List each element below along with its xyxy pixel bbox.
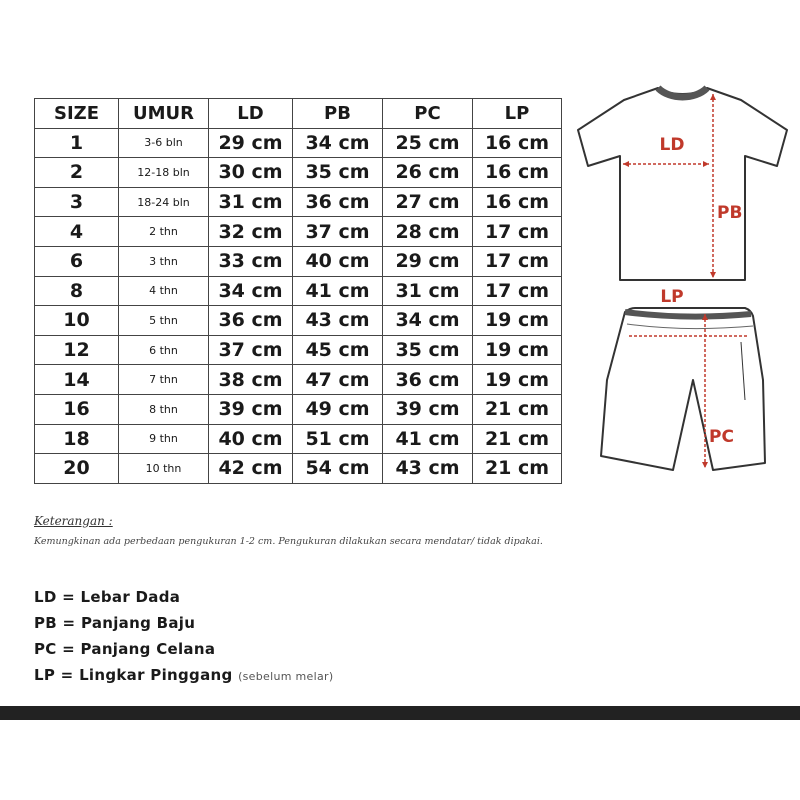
- table-cell: 39 cm: [209, 394, 293, 424]
- table-cell: 25 cm: [383, 128, 473, 158]
- shorts-illustration: [601, 308, 765, 470]
- table-cell: 19 cm: [473, 365, 562, 395]
- table-row: [35, 217, 562, 247]
- table-cell: 9 thn: [119, 424, 209, 454]
- table-cell: 27 cm: [383, 187, 473, 217]
- table-row: [35, 424, 562, 454]
- label-pb: PB: [717, 203, 743, 223]
- table-cell: 14: [35, 365, 119, 395]
- table-row: [35, 454, 562, 484]
- table-cell: 43 cm: [383, 454, 473, 484]
- table-cell: 2: [35, 158, 119, 188]
- table-cell: 34 cm: [383, 306, 473, 336]
- table-cell: 16 cm: [473, 187, 562, 217]
- table-row: [35, 276, 562, 306]
- legend-note: (sebelum melar): [238, 670, 334, 683]
- table-cell: 37 cm: [293, 217, 383, 247]
- table-cell: 41 cm: [383, 424, 473, 454]
- table-cell: 12: [35, 335, 119, 365]
- table-cell: 21 cm: [473, 424, 562, 454]
- table-cell: 6: [35, 246, 119, 276]
- table-cell: 4 thn: [119, 276, 209, 306]
- table-cell: 41 cm: [293, 276, 383, 306]
- table-cell: 17 cm: [473, 217, 562, 247]
- table-cell: 28 cm: [383, 217, 473, 247]
- table-cell: 34 cm: [293, 128, 383, 158]
- table-cell: 30 cm: [209, 158, 293, 188]
- table-cell: 35 cm: [383, 335, 473, 365]
- table-cell: 10: [35, 306, 119, 336]
- label-lp: LP: [660, 287, 684, 307]
- table-cell: 31 cm: [383, 276, 473, 306]
- label-ld: LD: [659, 135, 685, 155]
- column-header: SIZE: [35, 99, 119, 129]
- notes-section: [34, 514, 574, 549]
- table-cell: 51 cm: [293, 424, 383, 454]
- table-cell: 12-18 bln: [119, 158, 209, 188]
- size-chart-table: [34, 98, 562, 484]
- table-cell: 8 thn: [119, 394, 209, 424]
- notes-text: Kemungkinan ada perbedaan pengukuran 1-2 cm. Pengukuran dilakukan secara mendatar/ tidak dipakai.: [34, 536, 543, 547]
- table-cell: 36 cm: [383, 365, 473, 395]
- table-cell: 17 cm: [473, 246, 562, 276]
- table-cell: 1: [35, 128, 119, 158]
- table-cell: 35 cm: [293, 158, 383, 188]
- table-row: [35, 306, 562, 336]
- table-cell: 36 cm: [293, 187, 383, 217]
- table-cell: 29 cm: [209, 128, 293, 158]
- legend-item-lp: [34, 662, 333, 688]
- table-cell: 16: [35, 394, 119, 424]
- column-header: PC: [383, 99, 473, 129]
- table-cell: 17 cm: [473, 276, 562, 306]
- table-cell: 10 thn: [119, 454, 209, 484]
- table-cell: 37 cm: [209, 335, 293, 365]
- table-cell: 40 cm: [209, 424, 293, 454]
- table-cell: 42 cm: [209, 454, 293, 484]
- table-cell: 33 cm: [209, 246, 293, 276]
- legend-text: PC = Panjang Celana: [34, 640, 216, 658]
- table-cell: 19 cm: [473, 306, 562, 336]
- table-body: [35, 128, 562, 483]
- table-cell: 8: [35, 276, 119, 306]
- column-header: UMUR: [119, 99, 209, 129]
- table-cell: 16 cm: [473, 128, 562, 158]
- table-cell: 3: [35, 187, 119, 217]
- table-cell: 39 cm: [383, 394, 473, 424]
- legend-text: PB = Panjang Baju: [34, 614, 196, 632]
- table-row: [35, 335, 562, 365]
- table-cell: 45 cm: [293, 335, 383, 365]
- table-cell: 18-24 bln: [119, 187, 209, 217]
- table-cell: 6 thn: [119, 335, 209, 365]
- notes-title: Keterangan :: [34, 514, 113, 528]
- table-row: [35, 187, 562, 217]
- table-cell: 5 thn: [119, 306, 209, 336]
- column-header: LD: [209, 99, 293, 129]
- table-cell: 32 cm: [209, 217, 293, 247]
- table-cell: 18: [35, 424, 119, 454]
- table-cell: 31 cm: [209, 187, 293, 217]
- table-cell: 2 thn: [119, 217, 209, 247]
- table-row: [35, 128, 562, 158]
- table-cell: 26 cm: [383, 158, 473, 188]
- table-cell: 36 cm: [209, 306, 293, 336]
- table-cell: 7 thn: [119, 365, 209, 395]
- table-row: [35, 246, 562, 276]
- footer-divider-bar: [0, 706, 800, 720]
- label-pc: PC: [709, 427, 734, 447]
- legend-item-pb: [34, 610, 333, 636]
- table-cell: 20: [35, 454, 119, 484]
- table-cell: 38 cm: [209, 365, 293, 395]
- table-cell: 19 cm: [473, 335, 562, 365]
- table-cell: 21 cm: [473, 454, 562, 484]
- table-row: [35, 158, 562, 188]
- table-cell: 3 thn: [119, 246, 209, 276]
- table-cell: 47 cm: [293, 365, 383, 395]
- table-cell: 3-6 bln: [119, 128, 209, 158]
- column-header: PB: [293, 99, 383, 129]
- legend-item-ld: [34, 584, 333, 610]
- table-header-row: [35, 99, 562, 129]
- legend-item-pc: [34, 636, 333, 662]
- column-header: LP: [473, 99, 562, 129]
- table-cell: 16 cm: [473, 158, 562, 188]
- tshirt-illustration: [578, 88, 787, 280]
- table-cell: 43 cm: [293, 306, 383, 336]
- legend-text: LD = Lebar Dada: [34, 588, 181, 606]
- table-row: [35, 394, 562, 424]
- table-cell: 54 cm: [293, 454, 383, 484]
- table-cell: 40 cm: [293, 246, 383, 276]
- table-cell: 49 cm: [293, 394, 383, 424]
- table-cell: 4: [35, 217, 119, 247]
- garment-measurement-diagram: [565, 80, 800, 500]
- abbreviation-legend: [34, 584, 333, 688]
- table-cell: 34 cm: [209, 276, 293, 306]
- legend-text: LP = Lingkar Pinggang: [34, 666, 233, 684]
- table-cell: 29 cm: [383, 246, 473, 276]
- table-row: [35, 365, 562, 395]
- table-cell: 21 cm: [473, 394, 562, 424]
